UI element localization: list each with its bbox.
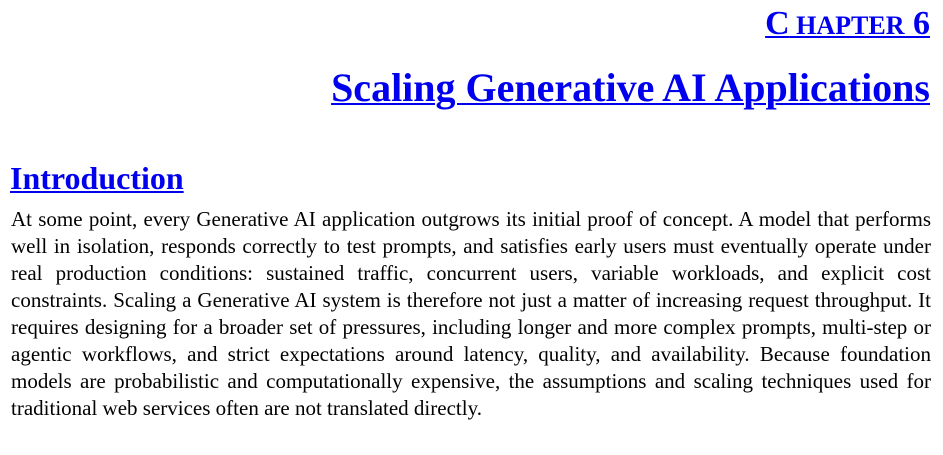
chapter-title[interactable]: [331, 62, 930, 114]
chapter-label-rest: HAPTER: [789, 11, 905, 40]
intro-paragraph: At some point, every Generative AI application outgrows its initial proof of concept. A model that performs well in isolation, responds correctly to test prompts, and satisfies early users must eventually operate under real production conditions: sustained traffic, concurrent users, variable workloads, and explicit cost constraints. Scaling a Generative AI system is therefore not just a matter of increasing request throughput. It requires designing for a broader set of pressures, including longer and more complex prompts, multi-step or agentic workflows, and strict expectations around latency, quality, and availability. Because foundation models are probabilistic and computationally expensive, the assumptions and scaling techniques used for traditional web services often are not translated directly.: [11, 207, 931, 420]
chapter-title-link[interactable]: Scaling Generative AI Applications: [331, 65, 930, 110]
section-heading[interactable]: [10, 158, 184, 198]
chapter-label-link[interactable]: [765, 5, 930, 42]
section-heading-link[interactable]: Introduction: [10, 160, 184, 196]
chapter-label-initial: C: [765, 5, 790, 42]
chapter-label[interactable]: [765, 2, 930, 52]
chapter-label-number: 6: [904, 5, 930, 42]
